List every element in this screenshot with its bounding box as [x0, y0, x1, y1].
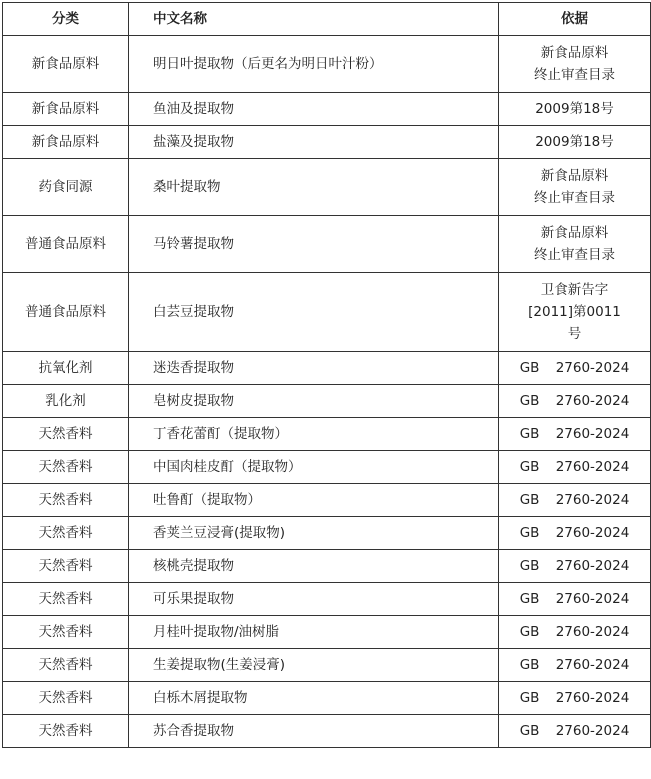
basis-line: 2760-2024	[555, 723, 630, 739]
table-row	[3, 93, 651, 126]
cell-category: 天然香料	[3, 517, 129, 550]
basis-line: GB	[519, 426, 540, 442]
cell-category: 普通食品原料	[3, 216, 129, 273]
table-row	[3, 451, 651, 484]
cell-category: 天然香料	[3, 418, 129, 451]
cell-name: 鱼油及提取物	[129, 93, 499, 126]
basis-line: GB	[519, 723, 540, 739]
basis-line: 2760-2024	[555, 492, 630, 508]
basis-line: 新食品原料	[540, 45, 609, 61]
cell-name: 明日叶提取物（后更名为明日叶汁粉）	[129, 36, 499, 93]
cell-basis	[499, 418, 651, 451]
table-row	[3, 649, 651, 682]
header-name: 中文名称	[129, 3, 499, 36]
basis-line: GB	[519, 459, 540, 475]
table-row	[3, 352, 651, 385]
cell-basis	[499, 649, 651, 682]
cell-category: 抗氧化剂	[3, 352, 129, 385]
cell-name: 香荚兰豆浸膏(提取物)	[129, 517, 499, 550]
table-row	[3, 616, 651, 649]
basis-line: GB	[519, 657, 540, 673]
basis-line: 终止审查目录	[534, 247, 615, 263]
basis-line: GB	[519, 558, 540, 574]
basis-line: 2760-2024	[555, 360, 630, 376]
cell-basis	[499, 484, 651, 517]
basis-line: GB	[519, 624, 540, 640]
header-basis: 依据	[499, 3, 651, 36]
table-row	[3, 216, 651, 273]
cell-basis	[499, 93, 651, 126]
cell-basis	[499, 715, 651, 748]
basis-line: [2011]第0011	[528, 304, 621, 320]
cell-basis	[499, 616, 651, 649]
basis-line: GB	[519, 492, 540, 508]
basis-line: 2760-2024	[555, 690, 630, 706]
table-row	[3, 126, 651, 159]
extract-table	[2, 2, 651, 748]
cell-basis	[499, 682, 651, 715]
cell-category: 普通食品原料	[3, 273, 129, 352]
basis-line: 2760-2024	[555, 426, 630, 442]
cell-category: 天然香料	[3, 649, 129, 682]
cell-category: 天然香料	[3, 583, 129, 616]
basis-line: 2009第18号	[535, 134, 614, 150]
cell-name: 吐鲁酊（提取物）	[129, 484, 499, 517]
table-row	[3, 159, 651, 216]
cell-basis	[499, 517, 651, 550]
cell-category: 乳化剂	[3, 385, 129, 418]
cell-category: 新食品原料	[3, 126, 129, 159]
cell-basis	[499, 36, 651, 93]
cell-category: 天然香料	[3, 616, 129, 649]
basis-line: 终止审查目录	[534, 190, 615, 206]
cell-name: 苏合香提取物	[129, 715, 499, 748]
cell-name: 盐藻及提取物	[129, 126, 499, 159]
cell-name: 白芸豆提取物	[129, 273, 499, 352]
table-row	[3, 517, 651, 550]
table-row	[3, 385, 651, 418]
basis-line: 卫食新告字	[540, 282, 609, 298]
basis-line: 2760-2024	[555, 393, 630, 409]
table-row	[3, 418, 651, 451]
cell-category: 天然香料	[3, 715, 129, 748]
basis-line: 2760-2024	[555, 459, 630, 475]
cell-basis	[499, 352, 651, 385]
table-row	[3, 550, 651, 583]
cell-name: 可乐果提取物	[129, 583, 499, 616]
cell-name: 马铃薯提取物	[129, 216, 499, 273]
basis-line: 2009第18号	[535, 101, 614, 117]
cell-basis	[499, 159, 651, 216]
basis-line: GB	[519, 525, 540, 541]
cell-category: 药食同源	[3, 159, 129, 216]
table-row	[3, 484, 651, 517]
table-row	[3, 36, 651, 93]
basis-line: GB	[519, 591, 540, 607]
basis-line: 2760-2024	[555, 525, 630, 541]
table-row	[3, 715, 651, 748]
cell-category: 天然香料	[3, 451, 129, 484]
cell-name: 中国肉桂皮酊（提取物）	[129, 451, 499, 484]
table-row	[3, 583, 651, 616]
cell-name: 迷迭香提取物	[129, 352, 499, 385]
table-row	[3, 273, 651, 352]
cell-name: 丁香花蕾酊（提取物）	[129, 418, 499, 451]
cell-basis	[499, 583, 651, 616]
cell-basis	[499, 216, 651, 273]
cell-name: 核桃壳提取物	[129, 550, 499, 583]
cell-name: 生姜提取物(生姜浸膏)	[129, 649, 499, 682]
basis-line: 终止审查目录	[534, 67, 615, 83]
cell-name: 皂树皮提取物	[129, 385, 499, 418]
basis-line: GB	[519, 393, 540, 409]
basis-line: GB	[519, 360, 540, 376]
cell-category: 新食品原料	[3, 36, 129, 93]
cell-name: 白栎木屑提取物	[129, 682, 499, 715]
cell-basis	[499, 550, 651, 583]
basis-line: 新食品原料	[540, 168, 609, 184]
table-body	[3, 36, 651, 748]
cell-basis	[499, 385, 651, 418]
basis-line: 新食品原料	[540, 225, 609, 241]
basis-line: 2760-2024	[555, 558, 630, 574]
cell-name: 月桂叶提取物/油树脂	[129, 616, 499, 649]
cell-basis	[499, 451, 651, 484]
basis-line: 号	[567, 326, 582, 342]
cell-category: 天然香料	[3, 682, 129, 715]
table-header-row	[3, 3, 651, 36]
cell-basis	[499, 273, 651, 352]
cell-name: 桑叶提取物	[129, 159, 499, 216]
header-category: 分类	[3, 3, 129, 36]
cell-category: 新食品原料	[3, 93, 129, 126]
table-row	[3, 682, 651, 715]
basis-line: 2760-2024	[555, 657, 630, 673]
basis-line: 2760-2024	[555, 624, 630, 640]
cell-basis	[499, 126, 651, 159]
cell-category: 天然香料	[3, 550, 129, 583]
basis-line: GB	[519, 690, 540, 706]
basis-line: 2760-2024	[555, 591, 630, 607]
cell-category: 天然香料	[3, 484, 129, 517]
